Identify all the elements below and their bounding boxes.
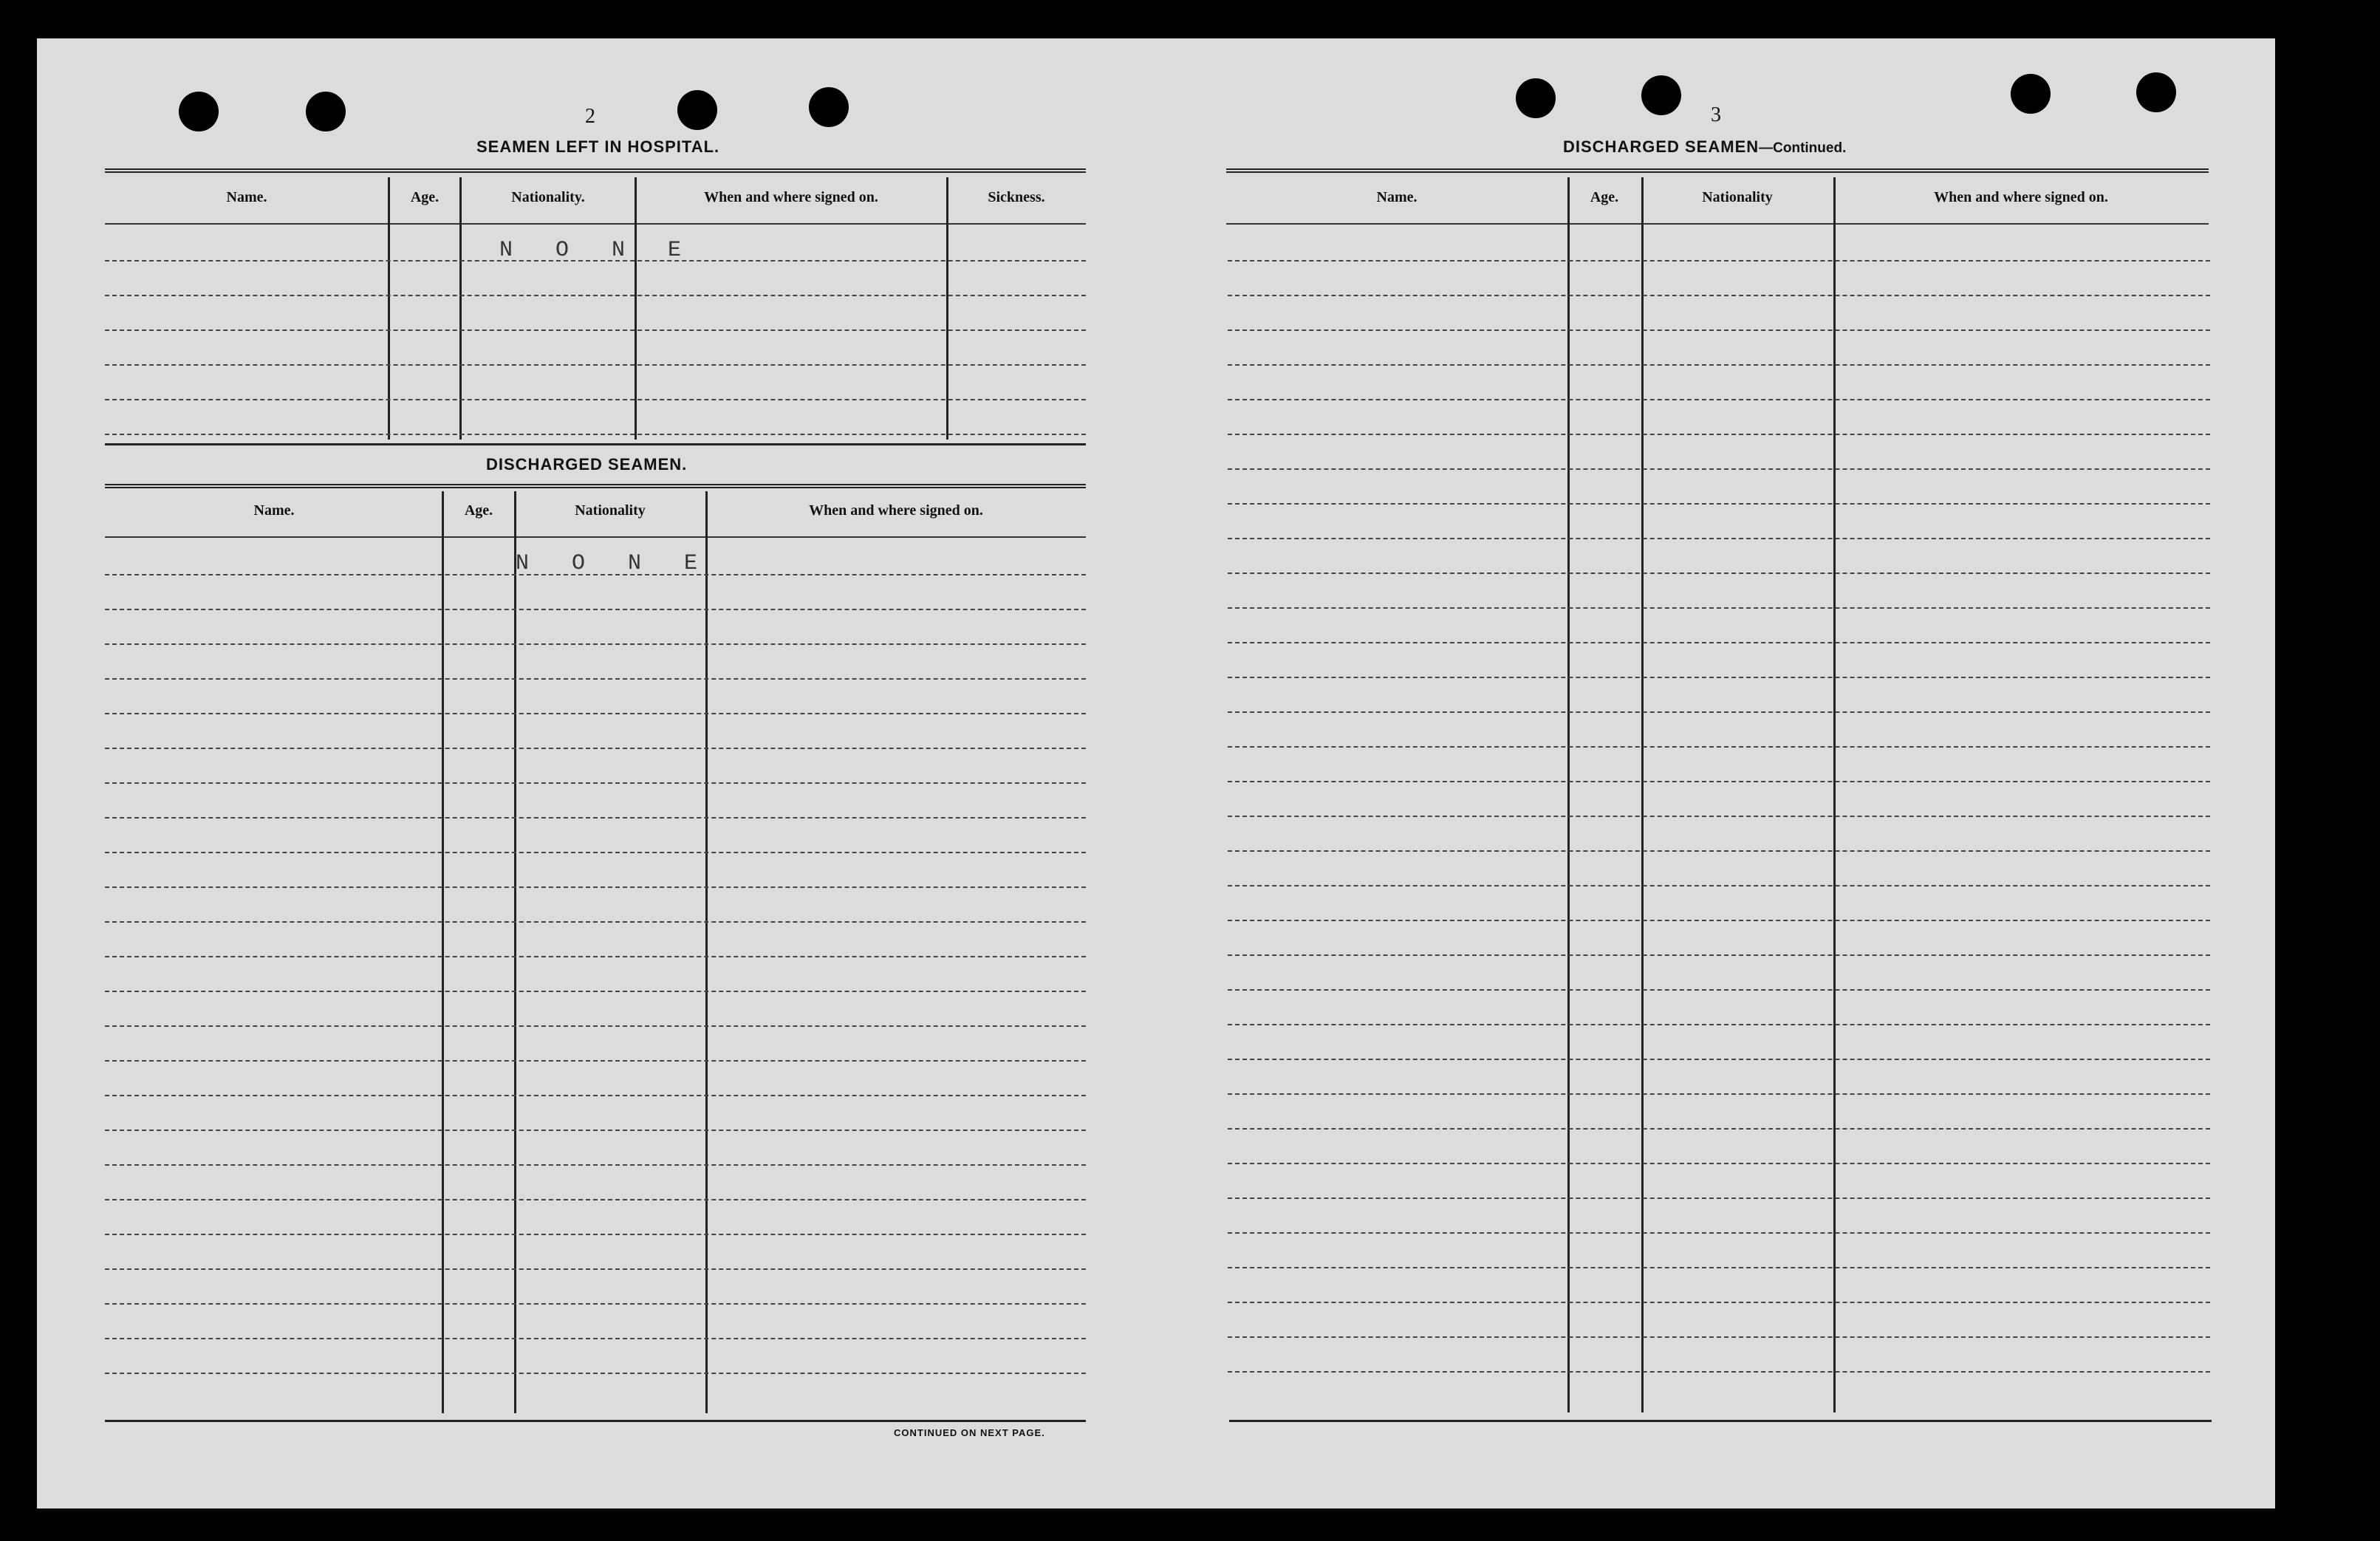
row-line [1228, 1128, 2210, 1130]
row-line [1228, 399, 2210, 400]
page-number-right: 3 [1711, 103, 1721, 126]
row-line [1228, 329, 2210, 331]
row-line [1228, 607, 2210, 609]
row-line [1228, 954, 2210, 956]
row-line [1228, 295, 2210, 296]
discharged-header-age: Age. [464, 502, 493, 519]
row-line [1228, 573, 2210, 574]
page-number-left: 2 [585, 105, 595, 128]
punch-hole [306, 92, 346, 131]
row-line [1228, 1093, 2210, 1095]
punch-hole [677, 90, 717, 130]
hospital-row-line [105, 295, 1086, 296]
discharged-header-nationality: Nationality [575, 502, 646, 519]
discharged-column-divider [442, 491, 444, 1413]
right-header-rule [1226, 223, 2209, 225]
hospital-row-line [105, 399, 1086, 400]
document-sheet [37, 38, 2275, 1508]
continued-footer: CONTINUED ON NEXT PAGE. [894, 1427, 1045, 1438]
row-line [1228, 1024, 2210, 1025]
row-line [105, 782, 1086, 784]
row-line [1228, 816, 2210, 817]
right-column-divider [1567, 177, 1570, 1412]
row-line [105, 817, 1086, 819]
row-line [1228, 1232, 2210, 1234]
discharged-section-title: DISCHARGED SEAMEN. [486, 455, 688, 474]
discharged-typed-entry: N O N E [516, 551, 713, 576]
row-line [105, 1060, 1086, 1062]
row-line [105, 609, 1086, 610]
discharged-bottom-rule [105, 1420, 1086, 1422]
hospital-row-line [105, 434, 1086, 435]
row-line [1228, 746, 2210, 748]
row-line [1228, 711, 2210, 713]
row-line [1228, 989, 2210, 991]
right-header-age: Age. [1590, 189, 1619, 205]
hospital-section-title: SEAMEN LEFT IN HOSPITAL. [476, 137, 720, 156]
row-line [1228, 538, 2210, 539]
row-line [105, 748, 1086, 749]
hospital-header-name: Name. [226, 189, 267, 205]
row-line [105, 1268, 1086, 1270]
punch-hole [2136, 72, 2176, 112]
hospital-header-age: Age. [410, 189, 440, 205]
row-line [1228, 364, 2210, 366]
row-line [1228, 781, 2210, 782]
right-header-nationality: Nationality [1702, 189, 1773, 205]
hospital-header-signed-on: When and where signed on. [704, 189, 878, 205]
hospital-header-rule [105, 223, 1086, 225]
row-line [1228, 677, 2210, 678]
punch-hole [1641, 75, 1681, 115]
right-header-signed-on: When and where signed on. [1934, 189, 2108, 205]
row-line [1228, 1371, 2210, 1373]
discharged-header-name: Name. [253, 502, 295, 519]
hospital-typed-entry: N O N E [499, 238, 697, 263]
row-line [105, 1373, 1086, 1374]
row-line [105, 1095, 1086, 1096]
hospital-row-line [105, 329, 1086, 331]
row-line [1228, 1302, 2210, 1303]
row-line [105, 643, 1086, 645]
row-line [1228, 1059, 2210, 1060]
right-column-divider [1641, 177, 1644, 1412]
row-line [105, 1130, 1086, 1131]
row-line [105, 921, 1086, 923]
row-line [1228, 1267, 2210, 1268]
discharged-column-divider [514, 491, 516, 1413]
right-column-divider [1833, 177, 1836, 1412]
right-top-rule [1226, 168, 2209, 173]
hospital-bottom-rule [105, 443, 1086, 445]
punch-hole [2011, 74, 2051, 114]
row-line [105, 1338, 1086, 1339]
row-line [105, 991, 1086, 992]
row-line [105, 678, 1086, 680]
right-bottom-rule [1229, 1420, 2212, 1422]
row-line [1228, 1163, 2210, 1164]
row-line [105, 1234, 1086, 1235]
punch-hole [179, 92, 219, 131]
row-line [1228, 434, 2210, 435]
hospital-row-line [105, 364, 1086, 366]
hospital-header-sickness: Sickness. [988, 189, 1045, 205]
hospital-header-nationality: Nationality. [511, 189, 585, 205]
row-line [1228, 1336, 2210, 1338]
row-line [1228, 503, 2210, 505]
discharged-column-divider [705, 491, 708, 1413]
row-line [1228, 642, 2210, 643]
row-line [105, 956, 1086, 957]
punch-hole [1516, 78, 1556, 118]
row-line [105, 852, 1086, 853]
discharged-header-signed-on: When and where signed on. [809, 502, 983, 519]
row-line [105, 886, 1086, 888]
row-line [105, 1199, 1086, 1200]
row-line [1228, 885, 2210, 886]
row-line [105, 713, 1086, 714]
right-title-main: DISCHARGED SEAMEN [1563, 137, 1760, 156]
right-section-title [1563, 137, 1846, 157]
right-header-name: Name. [1376, 189, 1418, 205]
discharged-top-rule [105, 484, 1086, 488]
discharged-header-rule [105, 536, 1086, 538]
right-title-suffix: —Continued. [1759, 140, 1847, 156]
row-line [1228, 260, 2210, 262]
row-line [105, 1303, 1086, 1305]
row-line [1228, 850, 2210, 852]
row-line [1228, 920, 2210, 921]
row-line [1228, 1197, 2210, 1199]
punch-hole [809, 87, 849, 127]
row-line [1228, 468, 2210, 470]
row-line [105, 1164, 1086, 1166]
row-line [105, 1025, 1086, 1027]
hospital-top-rule [105, 168, 1086, 173]
